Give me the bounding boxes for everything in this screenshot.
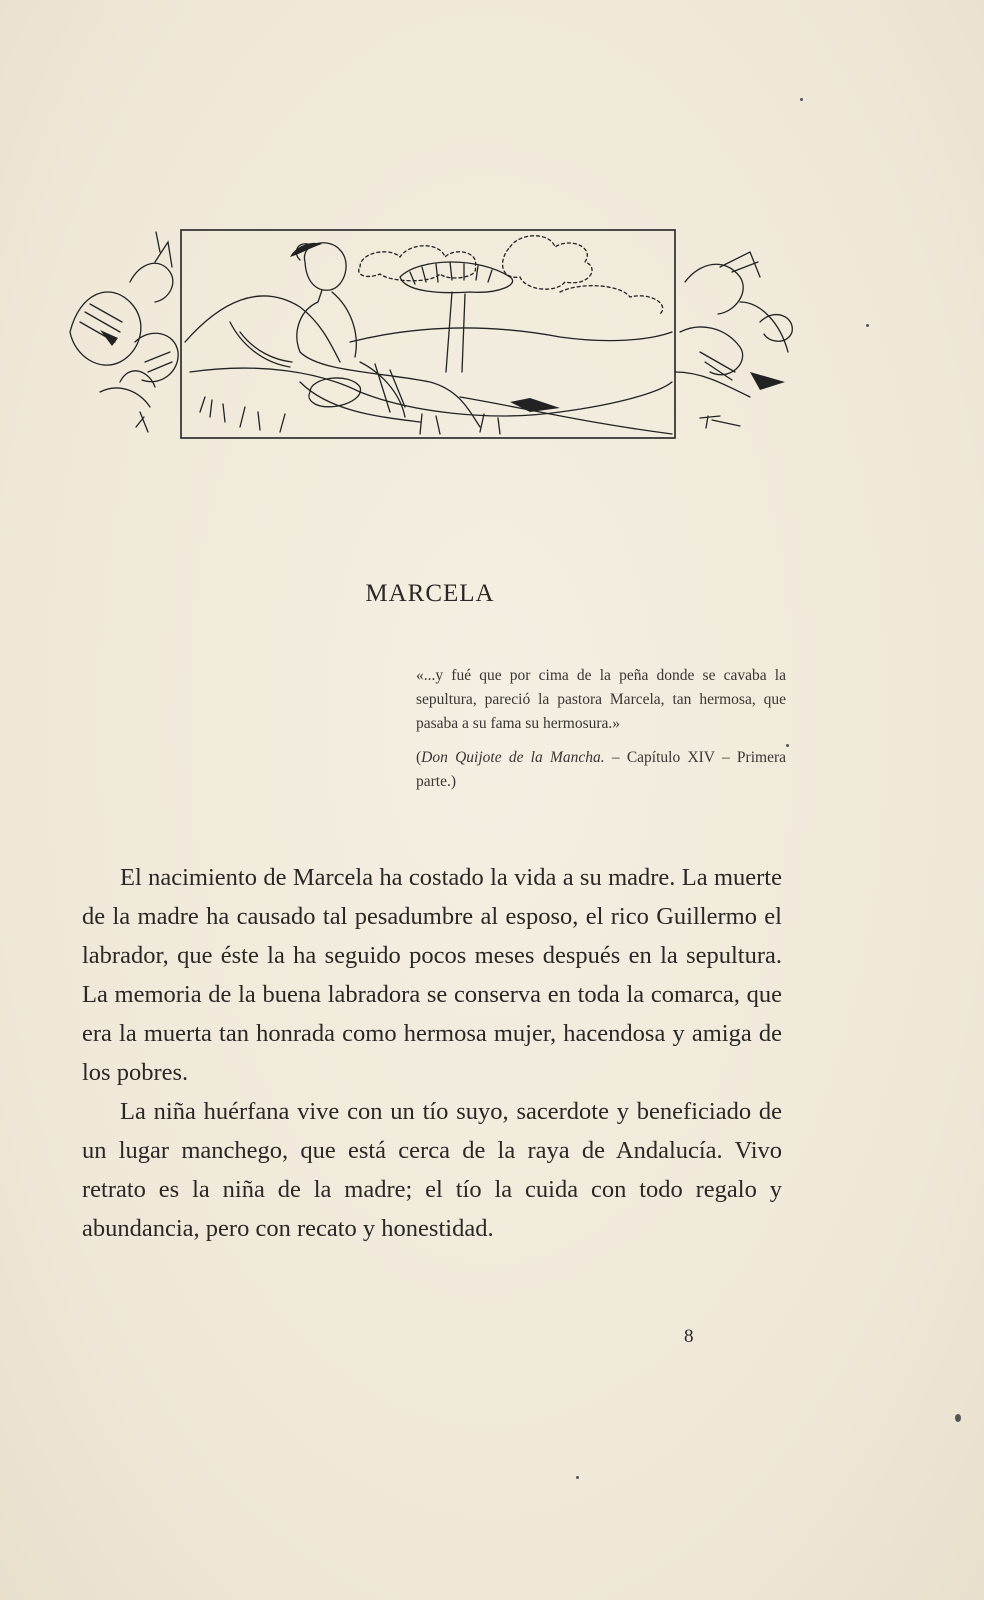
epigraph-quote: «...y fué que por cima de la peña donde se cavaba la sepultura, pareció la pastora Marcela, tan hermosa, que pasaba a su fama su hermosura.» [416,667,786,732]
epigraph-source-rest: – Capítulo XIV – Primera parte.) [416,749,786,790]
chapter-title: MARCELA [365,580,495,607]
paper-speck [576,1476,579,1479]
epigraph [416,664,786,794]
body-text [82,858,782,1248]
body-paragraph-1: El nacimiento de Marcela ha costado la vida a su madre. La muerte de la madre ha causado tal pesadumbre al esposo, el rico Guillermo el labrador, que éste la ha seguido pocos meses después en la sepultura. La memoria de la buena labradora se conserva en toda la comarca, que era la muerta tan honrada como hermosa mujer, hacendosa y amiga de los pobres. [82,864,782,1086]
epigraph-source-open: ( [416,749,422,766]
paper-speck [800,98,803,101]
body-paragraph-2: La niña huérfana vive con un tío suyo, sacerdote y beneficiado de un lugar manchego, que está cerca de la raya de Andalucía. Vivo retrato es la niña de la madre; el tío la cuida con todo regalo y abundancia, pero con recato y honestidad. [82,1098,782,1242]
page-number: 8 [684,1326,694,1347]
epigraph-source [416,746,786,794]
epigraph-source-work: Don Quijote de la Mancha. [421,749,605,766]
pastoral-illustration-icon [60,222,820,454]
paper-speck [866,324,869,327]
paper-speck [955,1414,961,1422]
paper-speck [786,744,789,747]
